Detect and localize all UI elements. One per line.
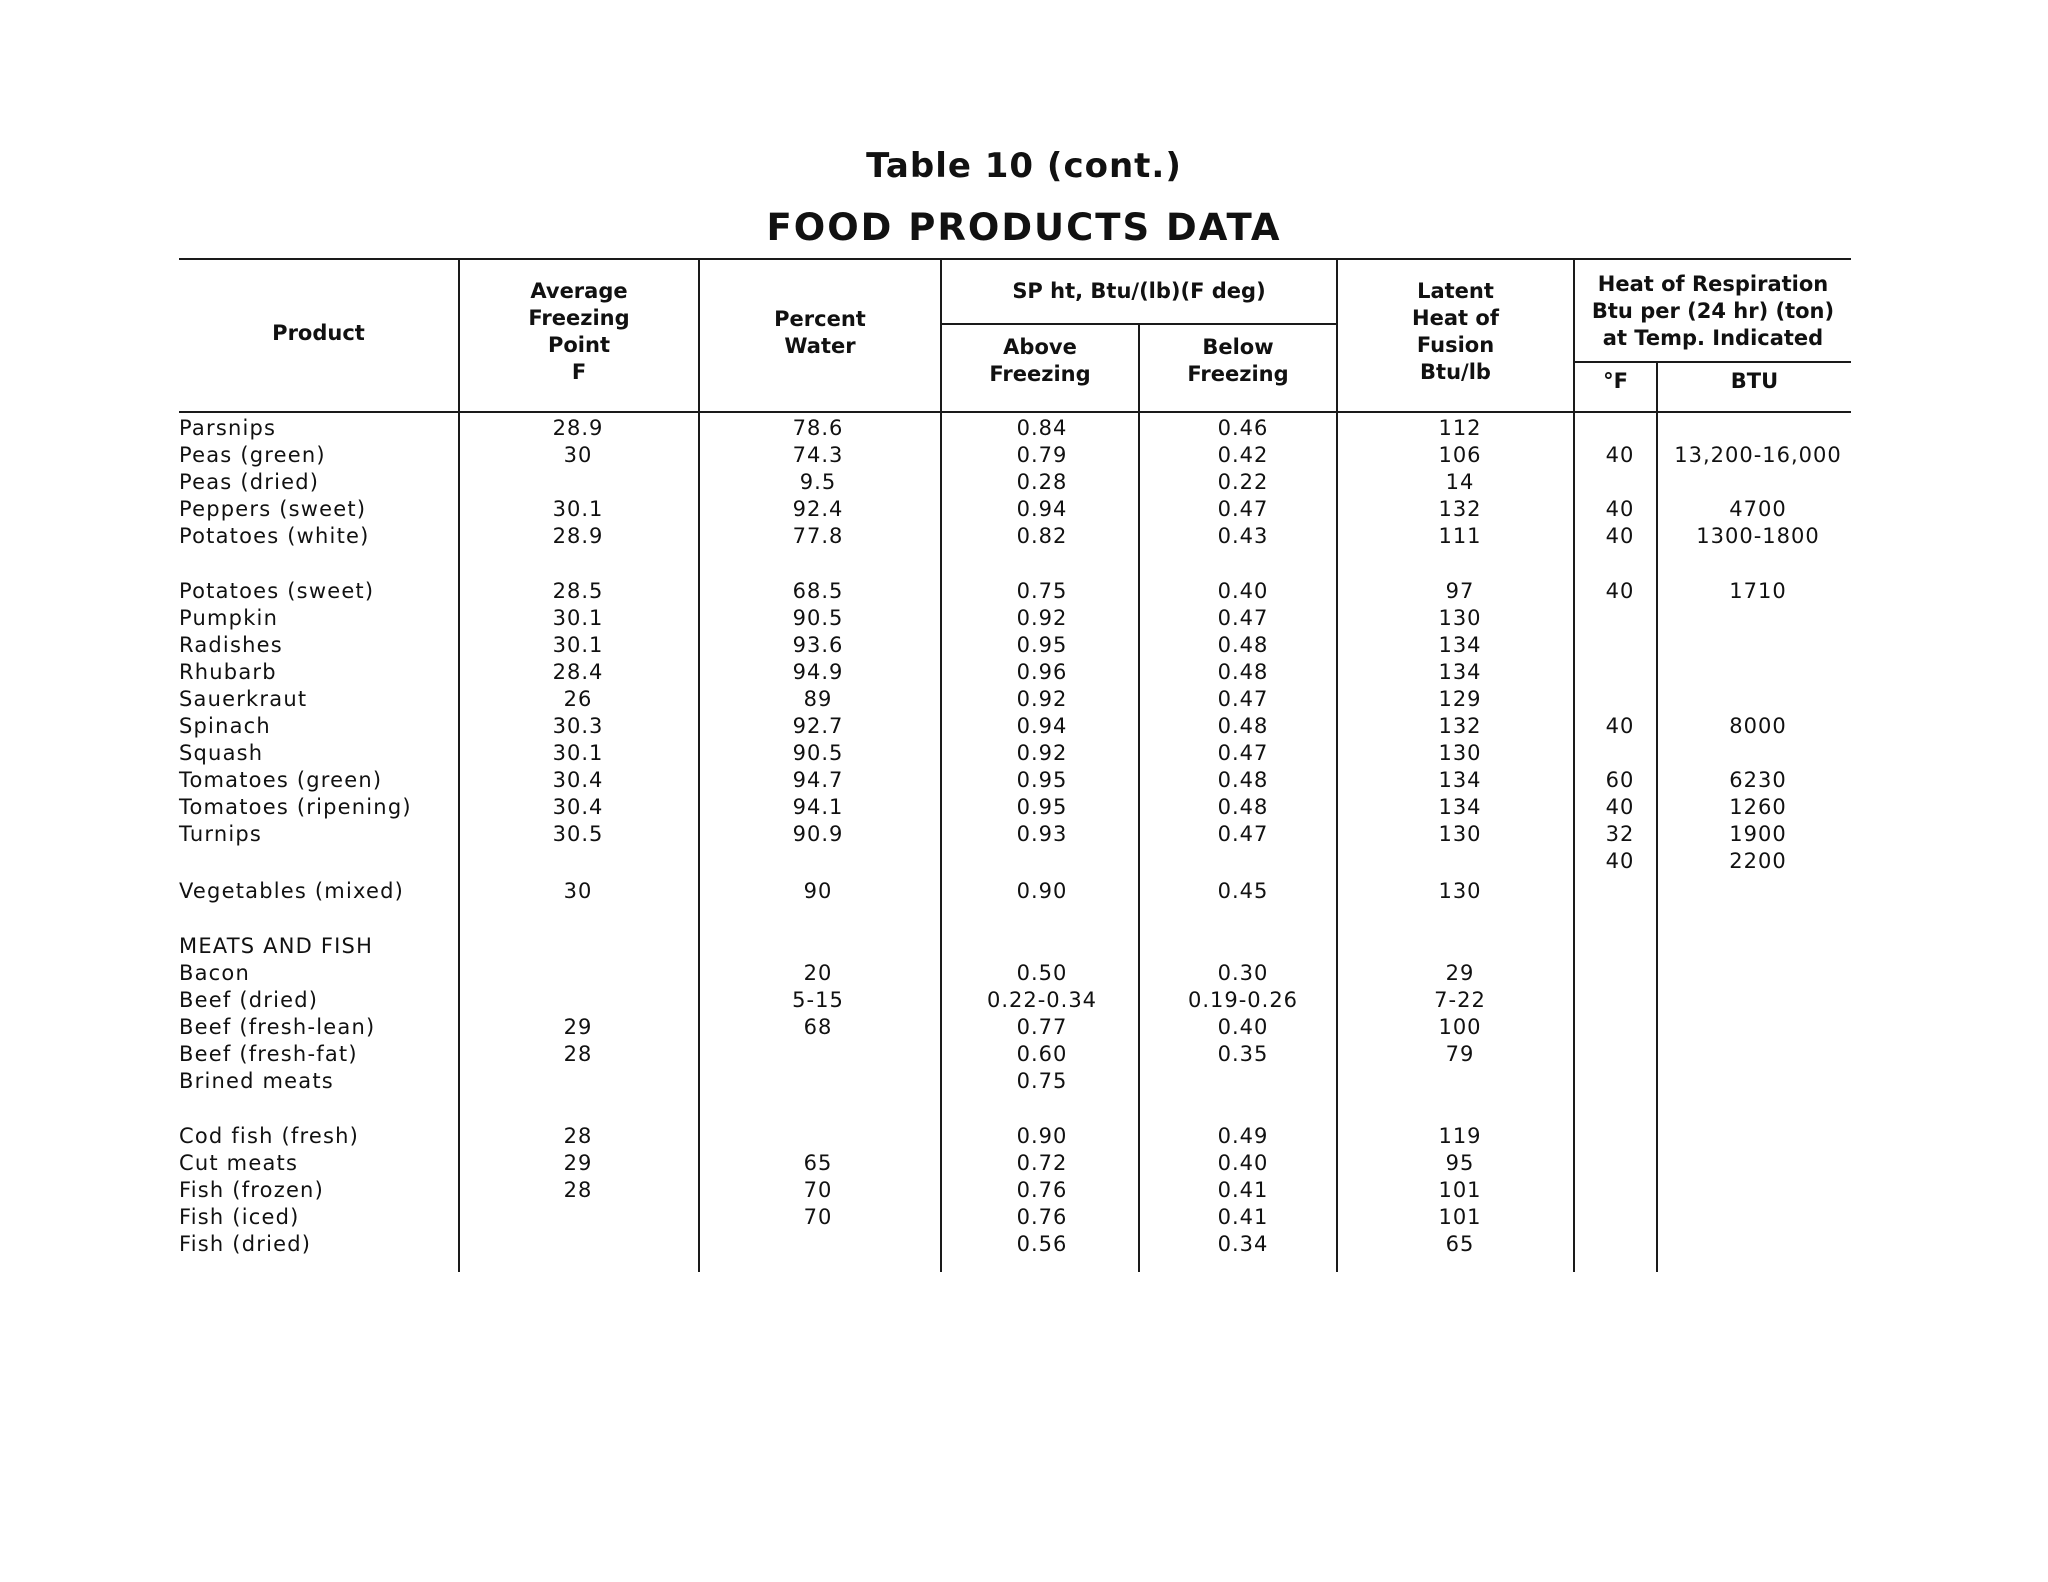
latent-heat: 132 <box>1438 497 1482 521</box>
sp-ht-below: 0.34 <box>1217 1232 1269 1256</box>
sp-ht-below: 0.48 <box>1217 795 1269 819</box>
table-row <box>0 605 2048 632</box>
sp-ht-above: 0.95 <box>1016 633 1068 657</box>
resp-temp: 40 <box>1605 579 1635 603</box>
resp-btu: 1900 <box>1729 822 1787 846</box>
sp-ht-above: 0.82 <box>1016 524 1068 548</box>
latent-heat: 97 <box>1445 579 1475 603</box>
resp-btu: 8000 <box>1729 714 1787 738</box>
latent-heat: 130 <box>1438 879 1482 903</box>
resp-temp: 40 <box>1605 524 1635 548</box>
product-name: Peppers (sweet) <box>179 497 367 521</box>
percent-water: 70 <box>803 1178 833 1202</box>
freezing-point: 28.4 <box>552 660 604 684</box>
freezing-point: 30.3 <box>552 714 604 738</box>
freezing-point: 30.1 <box>552 606 604 630</box>
sp-ht-below: 0.40 <box>1217 579 1269 603</box>
product-name: Brined meats <box>179 1069 334 1093</box>
resp-btu: 6230 <box>1729 768 1787 792</box>
product-name: Turnips <box>179 822 263 846</box>
freezing-point: 28 <box>563 1042 593 1066</box>
resp-btu: 4700 <box>1729 497 1787 521</box>
header-heat-of-respiration: Heat of Respiration Btu per (24 hr) (ton) at Temp. Indicated <box>1591 272 1835 350</box>
resp-temp: 40 <box>1605 497 1635 521</box>
sp-ht-below: 0.22 <box>1217 470 1269 494</box>
header-above-freezing: Above Freezing <box>989 335 1091 386</box>
percent-water: 68 <box>803 1015 833 1039</box>
percent-water: 78.6 <box>792 416 844 440</box>
percent-water: 94.1 <box>792 795 844 819</box>
sp-ht-below: 0.47 <box>1217 606 1269 630</box>
resp-btu: 1300-1800 <box>1696 524 1820 548</box>
percent-water: 90 <box>803 879 833 903</box>
resp-btu: 1260 <box>1729 795 1787 819</box>
latent-heat: 29 <box>1445 961 1475 985</box>
header-resp-btu: BTU <box>1730 369 1779 393</box>
percent-water: 70 <box>803 1205 833 1229</box>
table-row <box>0 659 2048 686</box>
sp-ht-above: 0.92 <box>1016 741 1068 765</box>
freezing-point: 28 <box>563 1124 593 1148</box>
latent-heat: 106 <box>1438 443 1482 467</box>
percent-water: 20 <box>803 961 833 985</box>
sp-ht-below: 0.47 <box>1217 741 1269 765</box>
table-row <box>0 767 2048 794</box>
header-product: Product <box>272 321 365 345</box>
freezing-point: 28.5 <box>552 579 604 603</box>
section-heading-row <box>0 933 2048 960</box>
product-name: Potatoes (sweet) <box>179 579 375 603</box>
freezing-point: 29 <box>563 1151 593 1175</box>
latent-heat: 134 <box>1438 660 1482 684</box>
table-title: Table 10 (cont.) <box>866 146 1182 186</box>
freezing-point: 30.1 <box>552 497 604 521</box>
sp-ht-below: 0.43 <box>1217 524 1269 548</box>
sp-ht-below: 0.47 <box>1217 687 1269 711</box>
sp-ht-above: 0.93 <box>1016 822 1068 846</box>
sp-ht-below: 0.19-0.26 <box>1187 988 1299 1012</box>
table-subtitle: FOOD PRODUCTS DATA <box>766 206 1282 249</box>
table-row <box>0 469 2048 496</box>
sp-ht-above: 0.75 <box>1016 579 1068 603</box>
percent-water: 92.7 <box>792 714 844 738</box>
sp-ht-below: 0.40 <box>1217 1151 1269 1175</box>
resp-temp: 40 <box>1605 714 1635 738</box>
section-heading: MEATS AND FISH <box>179 934 374 958</box>
resp-temp: 40 <box>1605 795 1635 819</box>
freezing-point: 30.5 <box>552 822 604 846</box>
resp-btu: 1710 <box>1729 579 1787 603</box>
latent-heat: 129 <box>1438 687 1482 711</box>
table-row <box>0 1150 2048 1177</box>
product-name: Fish (dried) <box>179 1232 312 1256</box>
product-name: Cod fish (fresh) <box>179 1124 359 1148</box>
table-row <box>0 1231 2048 1258</box>
sp-ht-above: 0.84 <box>1016 416 1068 440</box>
freezing-point: 30 <box>563 879 593 903</box>
percent-water: 90.9 <box>792 822 844 846</box>
percent-water: 65 <box>803 1151 833 1175</box>
latent-heat: 134 <box>1438 795 1482 819</box>
table-row <box>0 987 2048 1014</box>
percent-water: 94.9 <box>792 660 844 684</box>
resp-temp: 40 <box>1605 443 1635 467</box>
latent-heat: 130 <box>1438 822 1482 846</box>
table-row <box>0 415 2048 442</box>
latent-heat: 100 <box>1438 1015 1482 1039</box>
sp-ht-above: 0.94 <box>1016 497 1068 521</box>
sp-ht-below: 0.48 <box>1217 633 1269 657</box>
freezing-point: 29 <box>563 1015 593 1039</box>
product-name: Rhubarb <box>179 660 277 684</box>
latent-heat: 101 <box>1438 1205 1482 1229</box>
percent-water: 77.8 <box>792 524 844 548</box>
freezing-point: 26 <box>563 687 593 711</box>
header-latent-heat: Latent Heat of Fusion Btu/lb <box>1412 279 1499 384</box>
sp-ht-below: 0.48 <box>1217 768 1269 792</box>
sp-ht-below: 0.45 <box>1217 879 1269 903</box>
latent-heat: 112 <box>1438 416 1482 440</box>
percent-water: 94.7 <box>792 768 844 792</box>
sp-ht-below: 0.41 <box>1217 1178 1269 1202</box>
sp-ht-above: 0.76 <box>1016 1178 1068 1202</box>
sp-ht-above: 0.95 <box>1016 795 1068 819</box>
percent-water: 89 <box>803 687 833 711</box>
table-row <box>0 878 2048 905</box>
product-name: Radishes <box>179 633 283 657</box>
percent-water: 5-15 <box>792 988 844 1012</box>
sp-ht-above: 0.56 <box>1016 1232 1068 1256</box>
latent-heat: 130 <box>1438 606 1482 630</box>
sp-ht-below: 0.40 <box>1217 1015 1269 1039</box>
product-name: Beef (fresh-fat) <box>179 1042 358 1066</box>
table-row <box>0 1068 2048 1095</box>
sp-ht-above: 0.28 <box>1016 470 1068 494</box>
product-name: Sauerkraut <box>179 687 308 711</box>
freezing-point: 30.4 <box>552 768 604 792</box>
sp-ht-below: 0.46 <box>1217 416 1269 440</box>
table-row <box>0 523 2048 550</box>
header-below-freezing: Below Freezing <box>1187 335 1289 386</box>
sp-ht-above: 0.90 <box>1016 879 1068 903</box>
sp-ht-above: 0.79 <box>1016 443 1068 467</box>
freezing-point: 30 <box>563 443 593 467</box>
latent-heat: 14 <box>1445 470 1475 494</box>
sp-ht-above: 0.94 <box>1016 714 1068 738</box>
table-row <box>0 821 2048 848</box>
resp-temp: 32 <box>1605 822 1635 846</box>
sp-ht-above: 0.22-0.34 <box>986 988 1098 1012</box>
latent-heat: 111 <box>1438 524 1482 548</box>
sp-ht-above: 0.50 <box>1016 961 1068 985</box>
product-name: Peas (green) <box>179 443 326 467</box>
percent-water: 93.6 <box>792 633 844 657</box>
freezing-point: 28.9 <box>552 524 604 548</box>
product-name: Fish (frozen) <box>179 1178 324 1202</box>
product-name: Fish (iced) <box>179 1205 300 1229</box>
table-row <box>0 686 2048 713</box>
percent-water: 92.4 <box>792 497 844 521</box>
latent-heat: 119 <box>1438 1124 1482 1148</box>
product-name: Beef (fresh-lean) <box>179 1015 376 1039</box>
product-name: Pumpkin <box>179 606 279 630</box>
latent-heat: 95 <box>1445 1151 1475 1175</box>
freezing-point: 28.9 <box>552 416 604 440</box>
resp-temp: 60 <box>1605 768 1635 792</box>
product-name: Parsnips <box>179 416 277 440</box>
table-row <box>0 442 2048 469</box>
sp-ht-below: 0.47 <box>1217 822 1269 846</box>
header-percent-water: Percent Water <box>774 307 866 358</box>
freezing-point: 28 <box>563 1178 593 1202</box>
table-row <box>0 578 2048 605</box>
latent-heat: 134 <box>1438 633 1482 657</box>
resp-btu: 2200 <box>1729 849 1787 873</box>
product-name: Vegetables (mixed) <box>179 879 405 903</box>
table-row <box>0 1177 2048 1204</box>
table-row <box>0 794 2048 821</box>
product-name: Tomatoes (ripening) <box>179 795 412 819</box>
product-name: Potatoes (white) <box>179 524 370 548</box>
product-name: Peas (dried) <box>179 470 320 494</box>
sp-ht-above: 0.92 <box>1016 687 1068 711</box>
sp-ht-above: 0.76 <box>1016 1205 1068 1229</box>
percent-water: 90.5 <box>792 741 844 765</box>
respiration-divider-rule <box>1575 361 1851 363</box>
header-bottom-rule <box>179 411 1851 413</box>
table-row <box>0 496 2048 523</box>
table-row <box>0 960 2048 987</box>
percent-water: 74.3 <box>792 443 844 467</box>
sp-ht-below: 0.47 <box>1217 497 1269 521</box>
table-row <box>0 1041 2048 1068</box>
latent-heat: 65 <box>1445 1232 1475 1256</box>
latent-heat: 132 <box>1438 714 1482 738</box>
freezing-point: 30.1 <box>552 741 604 765</box>
table-row <box>0 1204 2048 1231</box>
sp-ht-above: 0.72 <box>1016 1151 1068 1175</box>
freezing-point: 30.1 <box>552 633 604 657</box>
table-row <box>0 713 2048 740</box>
table-row <box>0 1014 2048 1041</box>
product-name: Tomatoes (green) <box>179 768 383 792</box>
product-name: Beef (dried) <box>179 988 319 1012</box>
latent-heat: 7-22 <box>1434 988 1486 1012</box>
header-resp-temp: °F <box>1603 369 1628 393</box>
product-name: Cut meats <box>179 1151 299 1175</box>
product-name: Spinach <box>179 714 271 738</box>
header-sp-ht: SP ht, Btu/(lb)(F deg) <box>1012 279 1266 303</box>
resp-btu: 13,200-16,000 <box>1674 443 1842 467</box>
table-row <box>0 632 2048 659</box>
table-row <box>0 1123 2048 1150</box>
sp-ht-below: 0.48 <box>1217 714 1269 738</box>
table-row <box>0 740 2048 767</box>
freezing-point: 30.4 <box>552 795 604 819</box>
table-top-rule <box>179 258 1851 260</box>
sp-ht-above: 0.95 <box>1016 768 1068 792</box>
sp-ht-below: 0.42 <box>1217 443 1269 467</box>
header-freezing-point: Average Freezing Point F <box>528 279 630 384</box>
sp-ht-below: 0.41 <box>1217 1205 1269 1229</box>
product-name: Squash <box>179 741 264 765</box>
sp-ht-below: 0.30 <box>1217 961 1269 985</box>
latent-heat: 130 <box>1438 741 1482 765</box>
latent-heat: 79 <box>1445 1042 1475 1066</box>
sp-ht-above: 0.75 <box>1016 1069 1068 1093</box>
table-row <box>0 848 2048 875</box>
sp-ht-above: 0.92 <box>1016 606 1068 630</box>
sp-ht-below: 0.49 <box>1217 1124 1269 1148</box>
sp-ht-below: 0.48 <box>1217 660 1269 684</box>
sp-ht-above: 0.90 <box>1016 1124 1068 1148</box>
resp-temp: 40 <box>1605 849 1635 873</box>
latent-heat: 134 <box>1438 768 1482 792</box>
sp-ht-below: 0.35 <box>1217 1042 1269 1066</box>
sp-ht-above: 0.96 <box>1016 660 1068 684</box>
sp-ht-above: 0.77 <box>1016 1015 1068 1039</box>
percent-water: 90.5 <box>792 606 844 630</box>
percent-water: 9.5 <box>799 470 837 494</box>
sp-ht-above: 0.60 <box>1016 1042 1068 1066</box>
latent-heat: 101 <box>1438 1178 1482 1202</box>
product-name: Bacon <box>179 961 250 985</box>
percent-water: 68.5 <box>792 579 844 603</box>
